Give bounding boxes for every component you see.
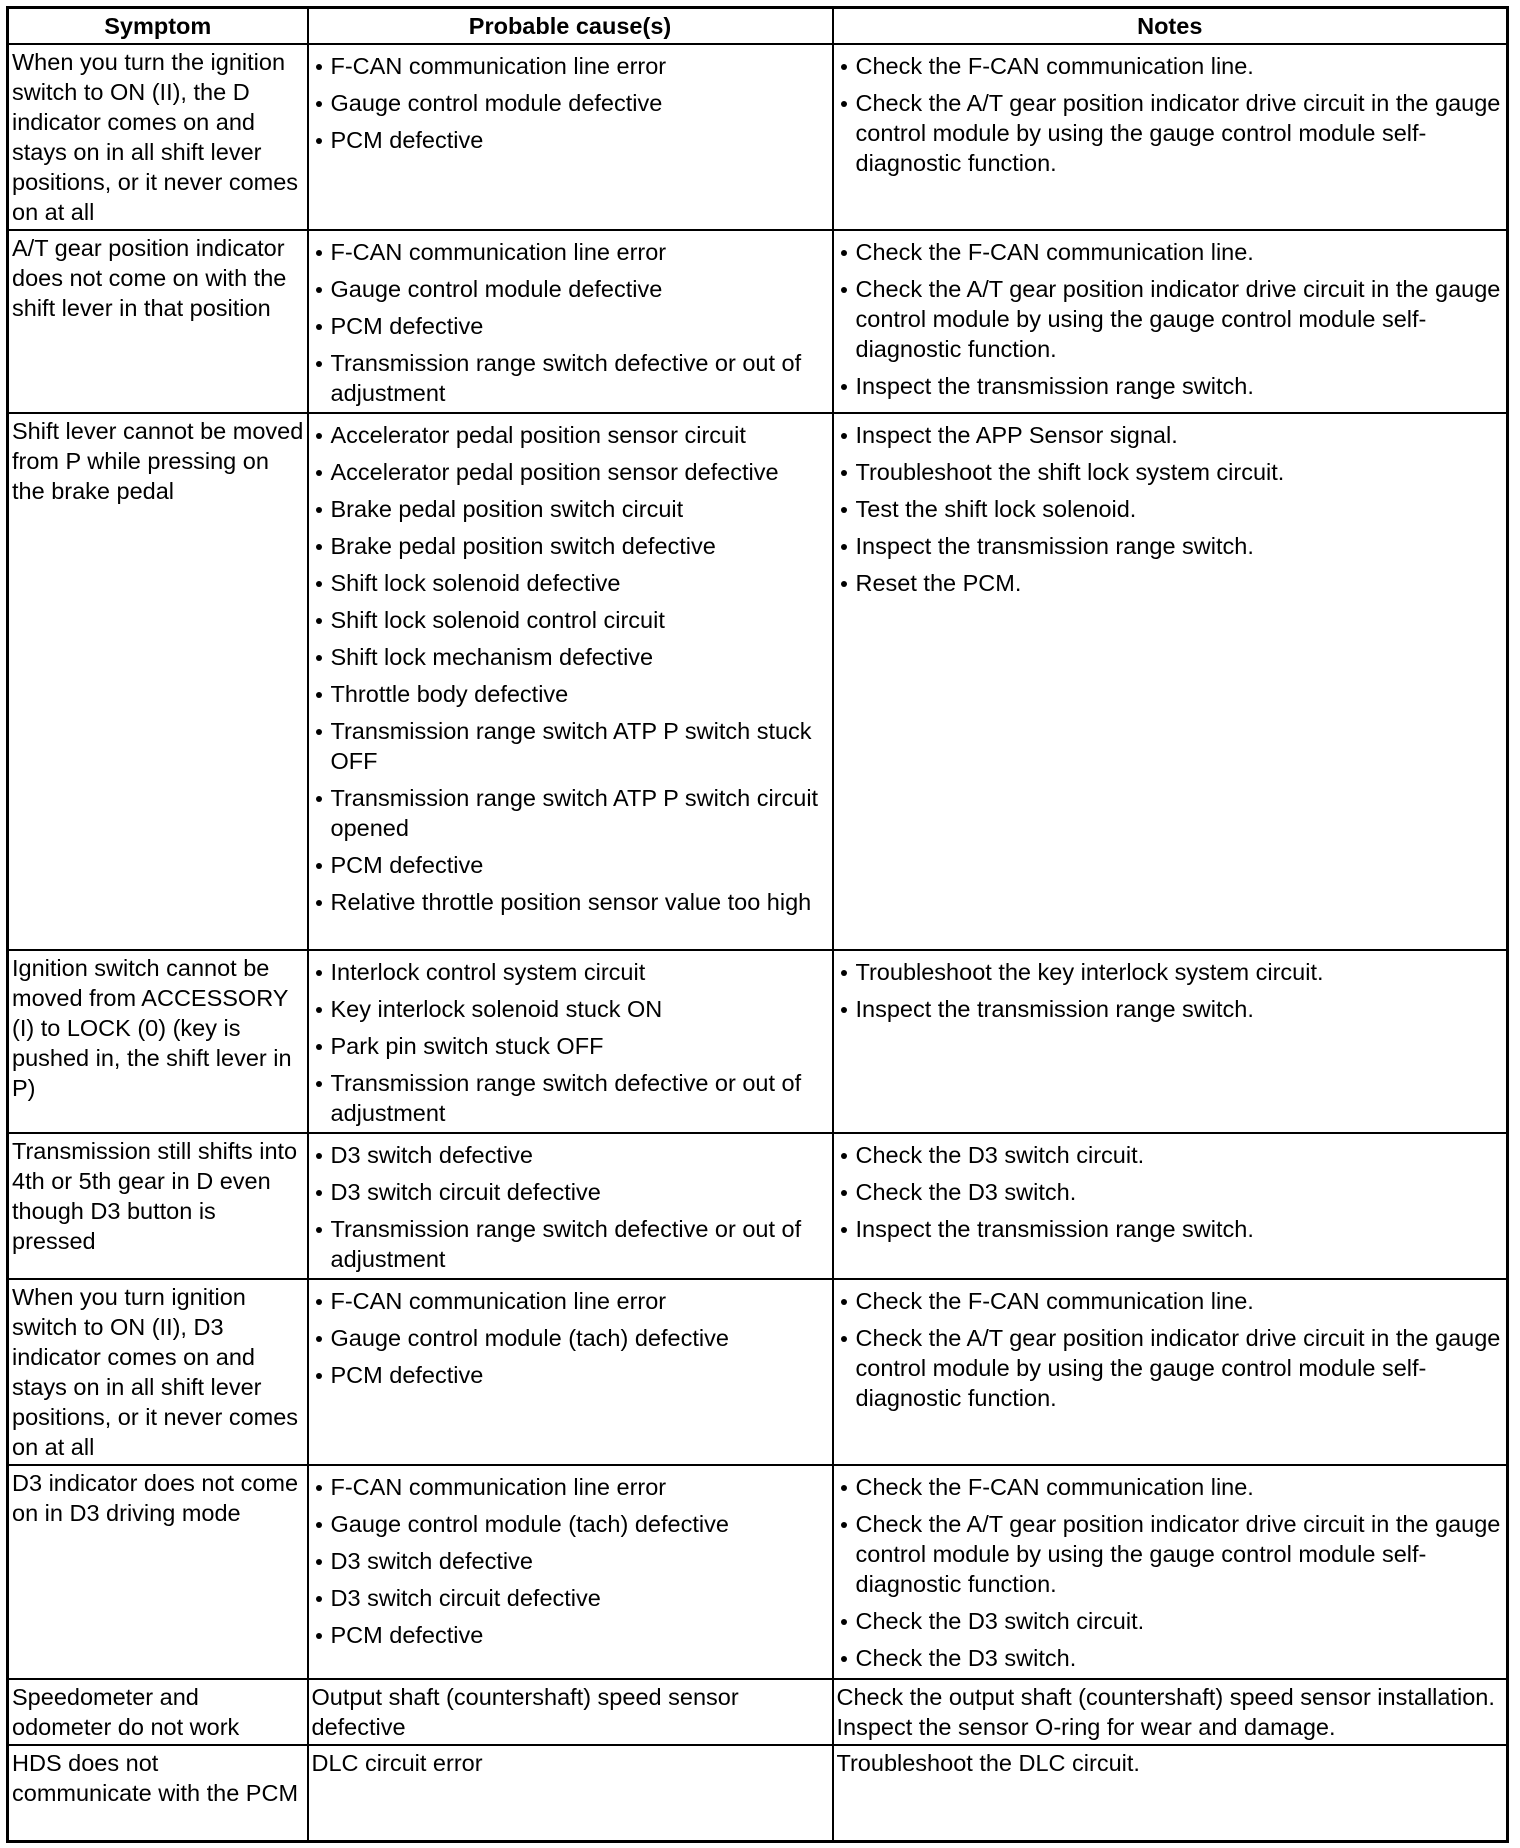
list-item: F-CAN communication line error [312,1472,829,1502]
symptom-cell: Speedometer and odometer do not work [8,1679,308,1745]
symptom-cell: Ignition switch cannot be moved from ACCESSORY (I) to LOCK (0) (key is pushed in, the shift lever in P) [8,950,308,1133]
header-notes: Notes [833,8,1508,45]
list-item: Check the F-CAN communication line. [837,1472,1504,1502]
causes-cell [308,1465,833,1679]
list-item: Inspect the transmission range switch. [837,1214,1504,1244]
list-item: Check the A/T gear position indicator drive circuit in the gauge control module by using the gauge control module self-diagnostic function. [837,274,1504,364]
list-item: Check the A/T gear position indicator drive circuit in the gauge control module by using the gauge control module self-diagnostic function. [837,1509,1504,1599]
causes-cell [308,230,833,413]
causes-list [312,47,829,155]
notes-list [837,953,1504,1024]
list-item: PCM defective [312,850,829,880]
list-item: Accelerator pedal position sensor circuit [312,420,829,450]
list-item: Interlock control system circuit [312,957,829,987]
notes-cell [833,413,1508,950]
symptom-cell: D3 indicator does not come on in D3 driving mode [8,1465,308,1679]
notes-cell [833,230,1508,413]
list-item: PCM defective [312,1360,829,1390]
table-row [8,413,1508,950]
table-header-row [8,8,1508,45]
symptom-cell: HDS does not communicate with the PCM [8,1745,308,1841]
list-item: Shift lock solenoid defective [312,568,829,598]
list-item: Transmission range switch defective or out of adjustment [312,348,829,408]
list-item: Troubleshoot the key interlock system circuit. [837,957,1504,987]
causes-list [312,233,829,408]
list-item: PCM defective [312,311,829,341]
list-item: F-CAN communication line error [312,51,829,81]
list-item: Check the F-CAN communication line. [837,51,1504,81]
causes-cell [308,413,833,950]
causes-cell: DLC circuit error [308,1745,833,1841]
list-item: Inspect the transmission range switch. [837,371,1504,401]
notes-list [837,416,1504,598]
notes-list [837,47,1504,178]
list-item: Brake pedal position switch defective [312,531,829,561]
notes-list [837,233,1504,401]
header-symptom: Symptom [8,8,308,45]
notes-cell [833,1279,1508,1465]
header-probable-causes: Probable cause(s) [308,8,833,45]
table-row [8,1745,1508,1841]
list-item: Inspect the transmission range switch. [837,994,1504,1024]
list-item: Inspect the APP Sensor signal. [837,420,1504,450]
notes-cell [833,950,1508,1133]
list-item: PCM defective [312,125,829,155]
list-item: Shift lock mechanism defective [312,642,829,672]
list-item: Shift lock solenoid control circuit [312,605,829,635]
list-item: PCM defective [312,1620,829,1650]
list-item: Gauge control module (tach) defective [312,1509,829,1539]
list-item: Check the F-CAN communication line. [837,1286,1504,1316]
table-row [8,44,1508,230]
list-item: Transmission range switch defective or out of adjustment [312,1068,829,1128]
notes-cell [833,1465,1508,1679]
list-item: Park pin switch stuck OFF [312,1031,829,1061]
table-row [8,1679,1508,1745]
list-item: Transmission range switch ATP P switch stuck OFF [312,716,829,776]
table-row [8,1279,1508,1465]
notes-list [837,1468,1504,1673]
notes-cell [833,1133,1508,1279]
list-item: Transmission range switch defective or out of adjustment [312,1214,829,1274]
list-item: D3 switch defective [312,1546,829,1576]
list-item: D3 switch defective [312,1140,829,1170]
causes-cell: Output shaft (countershaft) speed sensor defective [308,1679,833,1745]
notes-cell: Troubleshoot the DLC circuit. [833,1745,1508,1841]
list-item: Test the shift lock solenoid. [837,494,1504,524]
symptom-cell: Transmission still shifts into 4th or 5th gear in D even though D3 button is pressed [8,1133,308,1279]
notes-cell: Check the output shaft (countershaft) speed sensor installation. Inspect the sensor O-ring for wear and damage. [833,1679,1508,1745]
list-item: Relative throttle position sensor value too high [312,887,829,917]
list-item: Inspect the transmission range switch. [837,531,1504,561]
causes-list [312,953,829,1128]
causes-list [312,1282,829,1390]
list-item: Check the D3 switch circuit. [837,1606,1504,1636]
list-item: Transmission range switch ATP P switch circuit opened [312,783,829,843]
table-row [8,950,1508,1133]
causes-cell [308,1279,833,1465]
causes-list [312,1136,829,1274]
table-row [8,230,1508,413]
notes-list [837,1282,1504,1413]
list-item: Key interlock solenoid stuck ON [312,994,829,1024]
troubleshooting-table [6,6,1509,1843]
causes-cell [308,1133,833,1279]
table-body [8,44,1508,1841]
symptom-cell: A/T gear position indicator does not come on with the shift lever in that position [8,230,308,413]
table-row [8,1133,1508,1279]
list-item: Check the A/T gear position indicator drive circuit in the gauge control module by using the gauge control module self-diagnostic function. [837,1323,1504,1413]
symptom-cell: When you turn ignition switch to ON (II), D3 indicator comes on and stays on in all shift lever positions, or it never comes on at all [8,1279,308,1465]
list-item: Check the F-CAN communication line. [837,237,1504,267]
list-item: F-CAN communication line error [312,237,829,267]
list-item: Check the D3 switch. [837,1177,1504,1207]
list-item: F-CAN communication line error [312,1286,829,1316]
list-item: Gauge control module defective [312,88,829,118]
list-item: Reset the PCM. [837,568,1504,598]
list-item: Brake pedal position switch circuit [312,494,829,524]
table-row [8,1465,1508,1679]
list-item: Throttle body defective [312,679,829,709]
notes-list [837,1136,1504,1244]
list-item: D3 switch circuit defective [312,1177,829,1207]
list-item: Gauge control module (tach) defective [312,1323,829,1353]
list-item: Gauge control module defective [312,274,829,304]
causes-list [312,416,829,917]
list-item: Accelerator pedal position sensor defective [312,457,829,487]
list-item: Check the A/T gear position indicator drive circuit in the gauge control module by using the gauge control module self-diagnostic function. [837,88,1504,178]
notes-cell [833,44,1508,230]
symptom-cell: Shift lever cannot be moved from P while pressing on the brake pedal [8,413,308,950]
list-item: Troubleshoot the shift lock system circuit. [837,457,1504,487]
causes-cell [308,950,833,1133]
list-item: Check the D3 switch circuit. [837,1140,1504,1170]
causes-cell [308,44,833,230]
list-item: Check the D3 switch. [837,1643,1504,1673]
list-item: D3 switch circuit defective [312,1583,829,1613]
causes-list [312,1468,829,1650]
symptom-cell: When you turn the ignition switch to ON (II), the D indicator comes on and stays on in all shift lever positions, or it never comes on at all [8,44,308,230]
